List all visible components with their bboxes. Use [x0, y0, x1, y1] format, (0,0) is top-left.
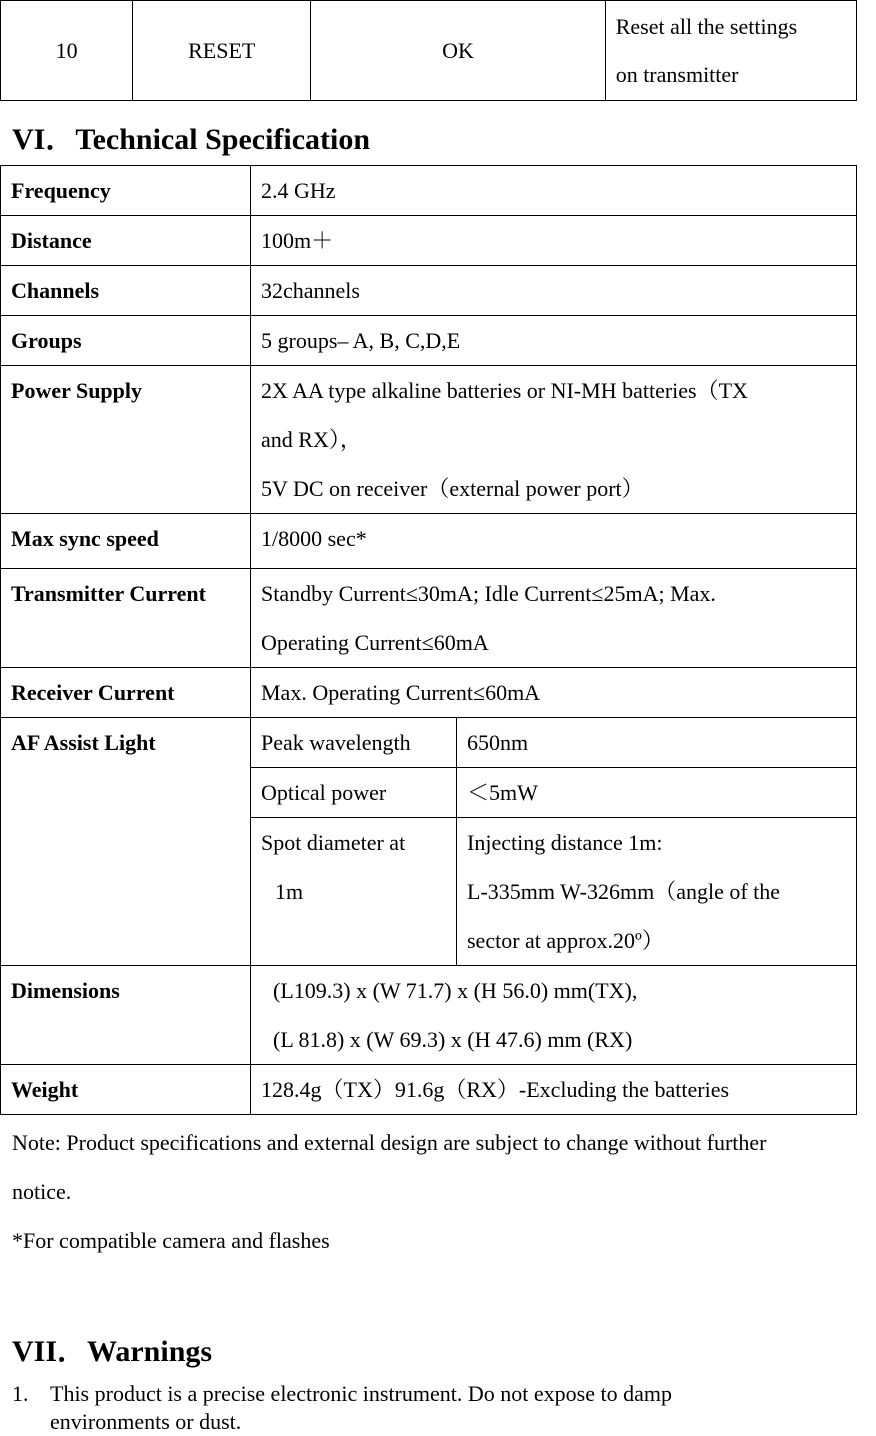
af-sub-label-line: Spot diameter at: [261, 830, 406, 855]
spec-value-line: and RX），: [261, 427, 362, 452]
af-sub-value: [457, 818, 857, 966]
table-row: [1, 266, 857, 316]
table-row: [1, 1065, 857, 1115]
spec-value: Max. Operating Current≤60mA: [251, 668, 857, 718]
spec-value: 1/8000 sec*: [251, 514, 857, 569]
spec-label: Transmitter Current: [1, 569, 251, 668]
spec-value: 100m＋: [251, 216, 857, 266]
table-row: [1, 569, 857, 668]
table-row: [1, 366, 857, 514]
af-sub-value: ＜5mW: [457, 768, 857, 818]
spec-value: 5 groups– A, B, C,D,E: [251, 316, 857, 366]
table-row: [1, 514, 857, 569]
spec-label: Power Supply: [1, 366, 251, 514]
compatibility-note: *For compatible camera and flashes: [12, 1228, 330, 1253]
spec-label: Channels: [1, 266, 251, 316]
button-action: OK: [311, 1, 605, 101]
table-row: [1, 216, 857, 266]
button-name: RESET: [133, 1, 311, 101]
list-item: [12, 1380, 876, 1436]
af-sub-label: Optical power: [251, 768, 457, 818]
spec-value: 32channels: [251, 266, 857, 316]
action-description: [605, 1, 856, 101]
table-row: [1, 166, 857, 216]
spec-label: Max sync speed: [1, 514, 251, 569]
spec-label: Weight: [1, 1065, 251, 1115]
table-row: [1, 966, 857, 1065]
spec-table: [0, 165, 857, 1115]
description-line: on transmitter: [615, 62, 739, 87]
warnings-list: [12, 1380, 876, 1436]
af-sub-value-line: L-335mm W-326mm（angle of the: [467, 879, 781, 904]
af-sub-label: Peak wavelength: [251, 718, 457, 768]
list-item-number: 1.: [12, 1381, 29, 1406]
af-sub-value-line: sector at approx.20º）: [467, 928, 664, 953]
note-line: notice.: [12, 1179, 72, 1204]
spec-label: Groups: [1, 316, 251, 366]
row-number: 10: [1, 1, 133, 101]
af-sub-value-line: Injecting distance 1m:: [467, 830, 663, 855]
spec-value: 128.4g（TX）91.6g（RX）-Excluding the batteries: [251, 1065, 857, 1115]
note-paragraph: [12, 1118, 872, 1216]
spec-value: [251, 966, 857, 1065]
spec-label: Distance: [1, 216, 251, 266]
list-item-line: environments or dust.: [50, 1409, 242, 1434]
spec-label: AF Assist Light: [1, 718, 251, 966]
spec-value-line: Operating Current≤60mA: [261, 630, 489, 655]
section-title-technical-specification: VI．Technical Specification: [12, 123, 371, 156]
spec-value-line: 2X AA type alkaline batteries or NI-MH batteries（TX: [261, 378, 748, 403]
top-row-table: [0, 0, 857, 101]
spec-value: 2.4 GHz: [251, 166, 857, 216]
spec-value-line: Standby Current≤30mA; Idle Current≤25mA; Max.: [261, 581, 716, 606]
table-row: [1, 1, 857, 101]
spec-value-line: 5V DC on receiver（external power port）: [261, 476, 644, 501]
spec-value: [251, 366, 857, 514]
af-sub-label: [251, 818, 457, 966]
af-sub-label-line: 1m: [275, 879, 304, 904]
table-row: [1, 718, 857, 768]
list-item-line: This product is a precise electronic instrument. Do not expose to damp: [50, 1381, 672, 1406]
af-sub-value: 650nm: [457, 718, 857, 768]
spec-label: Receiver Current: [1, 668, 251, 718]
section-title-warnings: VII．Warnings: [12, 1335, 213, 1368]
spec-value-line: (L 81.8) x (W 69.3) x (H 47.6) mm (RX): [273, 1027, 633, 1052]
note-line: Note: Product specifications and external design are subject to change without further: [12, 1130, 767, 1155]
list-item-text: [50, 1380, 672, 1436]
spec-label: Dimensions: [1, 966, 251, 1065]
table-row: [1, 316, 857, 366]
spec-value-line: (L109.3) x (W 71.7) x (H 56.0) mm(TX),: [273, 978, 638, 1003]
table-row: [1, 668, 857, 718]
spec-value: [251, 569, 857, 668]
description-line: Reset all the settings: [615, 14, 798, 39]
spec-label: Frequency: [1, 166, 251, 216]
